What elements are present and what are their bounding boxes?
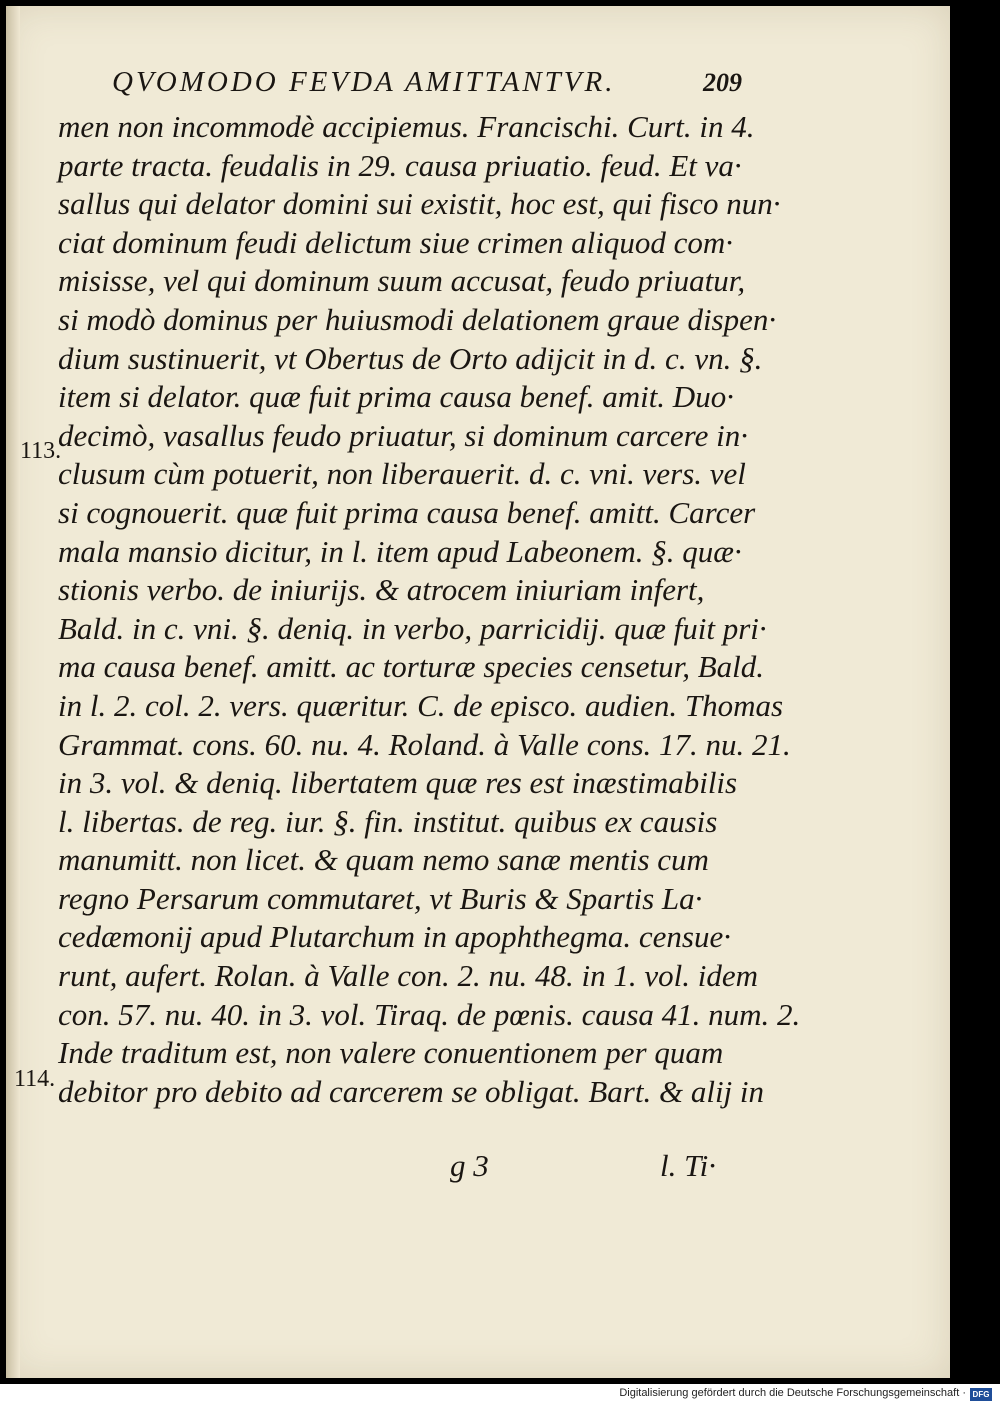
catchword: l. Ti· xyxy=(660,1148,717,1183)
text-line: ciat dominum feudi delictum siue crimen aliquod com· xyxy=(58,224,733,260)
text-line: runt, aufert. Rolan. à Valle con. 2. nu. 48. in 1. vol. idem xyxy=(58,958,759,994)
text-line: parte tracta. feudalis in 29. causa priuatio. feud. Et va· xyxy=(58,147,742,183)
text-line: con. 57. nu. 40. in 3. vol. Tiraq. de pœnis. causa 41. num. 2. xyxy=(58,996,801,1032)
text-line: si cognouerit. quæ fuit prima causa benef. amitt. Carcer xyxy=(58,494,756,530)
text-line: dium sustinuerit, vt Obertus de Orto adijcit in d. c. vn. §. xyxy=(58,340,763,376)
text-line: misisse, vel qui dominum suum accusat, feudo priuatur, xyxy=(58,263,746,299)
page-number: 209 xyxy=(703,68,742,97)
text-line: men non incommodè accipiemus. Francischi. Curt. in 4. xyxy=(58,109,755,144)
running-head: QVOMODO FEVDA AMITTANTVR. xyxy=(112,66,616,98)
text-line: item si delator. quæ fuit prima causa benef. amit. Duo· xyxy=(58,379,734,415)
signature-mark: g 3 xyxy=(450,1148,489,1183)
text-line: clusum cùm potuerit, non liberauerit. d. c. vni. vers. vel xyxy=(58,456,746,492)
body-text xyxy=(58,108,801,1111)
text-line: cedæmonij apud Plutarchum in apophthegma. censue· xyxy=(58,919,731,955)
text-line: decimò, vasallus feudo priuatur, si dominum carcere in· xyxy=(58,417,748,453)
funding-credit: Digitalisierung gefördert durch die Deutsche Forschungsgemeinschaft · xyxy=(619,1387,966,1399)
text-line: in 3. vol. & deniq. libertatem quæ res est inæstimabilis xyxy=(58,765,738,801)
text-line: l. libertas. de reg. iur. §. fin. institut. quibus ex causis xyxy=(58,803,718,839)
margin-number-113: 113. xyxy=(20,438,62,464)
text-line: mala mansio dicitur, in l. item apud Labeonem. §. quæ· xyxy=(58,533,742,569)
text-line: regno Persarum commutaret, vt Buris & Spartis La· xyxy=(58,880,703,916)
text-line: stionis verbo. de iniurijs. & atrocem iniuriam infert, xyxy=(58,572,705,608)
dfg-logo-icon: DFG xyxy=(970,1388,992,1401)
credit-bar xyxy=(0,1384,1000,1406)
text-line: Inde traditum est, non valere conuentionem per quam xyxy=(58,1035,724,1071)
text-line: in l. 2. col. 2. vers. quæritur. C. de episco. audien. Thomas xyxy=(58,687,784,723)
text-line: Grammat. cons. 60. nu. 4. Roland. à Valle cons. 17. nu. 21. xyxy=(58,726,791,762)
text-line: si modò dominus per huiusmodi delationem graue dispen· xyxy=(58,301,777,337)
text-line: sallus qui delator domini sui existit, hoc est, qui fisco nun· xyxy=(58,186,781,222)
text-line: Bald. in c. vni. §. deniq. in verbo, parricidij. quæ fuit pri· xyxy=(58,610,767,646)
page-binding-edge xyxy=(6,6,20,1378)
text-line: debitor pro debito ad carcerem se obligat. Bart. & alij in xyxy=(58,1073,765,1109)
page-header xyxy=(112,66,752,110)
text-line: ma causa benef. amitt. ac torturæ species censetur, Bald. xyxy=(58,649,765,685)
text-line: manumitt. non licet. & quam nemo sanæ mentis cum xyxy=(58,842,709,878)
margin-number-114: 114. xyxy=(14,1066,56,1092)
